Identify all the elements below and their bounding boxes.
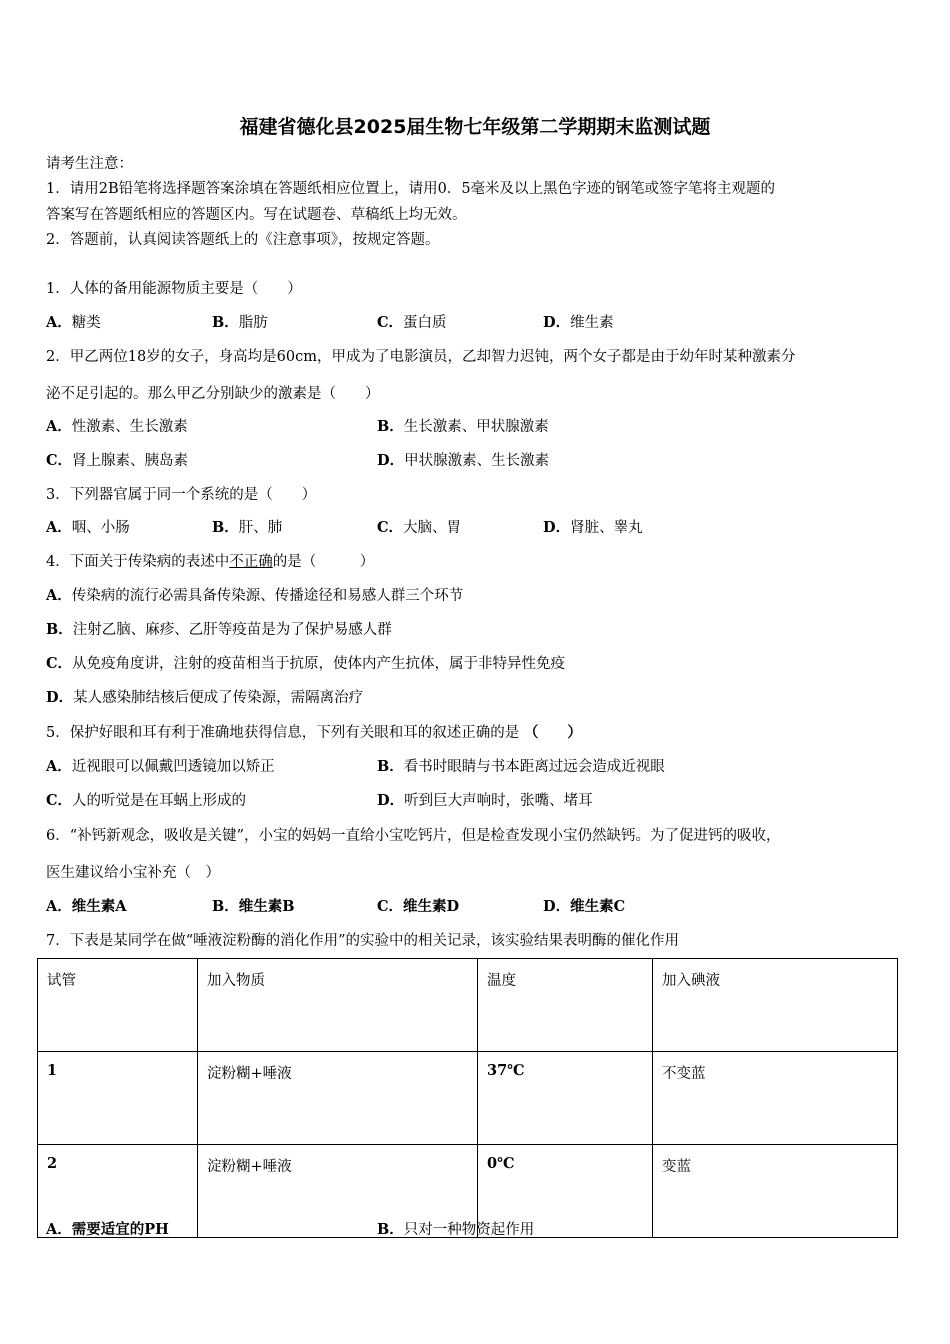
experiment-table — [37, 958, 898, 1238]
table-header-cell: 试管 — [38, 959, 198, 1052]
table-cell: 淀粉糊+唾液 — [198, 1145, 478, 1238]
q5-option-d[interactable]: D．听到巨大声响时，张嘴、堵耳 — [377, 792, 593, 809]
table-cell: 2 — [38, 1145, 198, 1238]
table-header-cell: 温度 — [478, 959, 653, 1052]
q5-option-b[interactable]: B．看书时眼睛与书本距离过远会造成近视眼 — [377, 758, 665, 775]
table-header-cell: 加入物质 — [198, 959, 478, 1052]
table-cell: 变蓝 — [653, 1145, 898, 1238]
q6-option-a[interactable]: A．维生素A — [46, 898, 127, 915]
question-6-stem-line-2: 医生建议给小宝补充（ ） — [46, 865, 220, 881]
table-header-row — [38, 959, 898, 1052]
q2-option-a[interactable]: A．性激素、生长激素 — [46, 418, 188, 435]
notice-line-2: 答案写在答题纸相应的答题区内。写在试题卷、草稿纸上均无效。 — [46, 207, 467, 223]
question-6-stem-line-1: 6．“补钙新观念，吸收是关键”，小宝的妈妈一直给小宝吃钙片，但是检查发现小宝仍然缺钙。为了促进钙的吸收， — [46, 828, 781, 844]
q3-option-a[interactable]: A．咽、小肠 — [46, 519, 130, 536]
q1-option-d[interactable]: D．维生素 — [543, 314, 614, 331]
table-cell: 37℃ — [478, 1052, 653, 1145]
question-5-stem: 5．保护好眼和耳有利于准确地获得信息，下列有关眼和耳的叙述正确的是 （ ） — [46, 724, 582, 741]
q3-option-c[interactable]: C．大脑、胃 — [377, 519, 462, 536]
table-row — [38, 1052, 898, 1145]
question-3-stem: 3．下列器官属于同一个系统的是（ ） — [46, 487, 317, 503]
q2-option-c[interactable]: C．肾上腺素、胰岛素 — [46, 452, 189, 469]
q2-option-b[interactable]: B．生长激素、甲状腺激素 — [377, 418, 549, 435]
table-cell: 0℃ — [478, 1145, 653, 1238]
emphasis-not-correct: 不正确 — [229, 554, 273, 570]
q6-option-d[interactable]: D．维生素C — [543, 898, 626, 915]
q4-option-c[interactable]: C．从免疫角度讲，注射的疫苗相当于抗原，使体内产生抗体，属于非特异性免疫 — [46, 655, 566, 672]
q5-option-c[interactable]: C．人的听觉是在耳蜗上形成的 — [46, 792, 247, 809]
table-header-cell: 加入碘液 — [653, 959, 898, 1052]
q1-option-b[interactable]: B．脂肪 — [212, 314, 268, 331]
question-2-stem-line-2: 泌不足引起的。那么甲乙分别缺少的激素是（ ） — [46, 386, 380, 402]
notice-line-3: 2．答题前，认真阅读答题纸上的《注意事项》，按规定答题。 — [46, 232, 440, 248]
q3-option-b[interactable]: B．肝、肺 — [212, 519, 283, 536]
question-4-stem: 4．下面关于传染病的表述中不正确的是（ ） — [46, 554, 375, 570]
q4-option-d[interactable]: D．某人感染肺结核后便成了传染源，需隔离治疗 — [46, 689, 364, 706]
q7-option-b[interactable]: B．只对一种物资起作用 — [377, 1221, 535, 1238]
q6-option-b[interactable]: B．维生素B — [212, 898, 295, 915]
table-cell: 1 — [38, 1052, 198, 1145]
notice-heading: 请考生注意： — [46, 156, 133, 172]
q6-option-c[interactable]: C．维生素D — [377, 898, 460, 915]
table-cell: 不变蓝 — [653, 1052, 898, 1145]
question-7-stem: 7．下表是某同学在做“唾液淀粉酶的消化作用”的实验中的相关记录，该实验结果表明酶的催化作用 — [46, 933, 680, 949]
q4-option-b[interactable]: B．注射乙脑、麻疹、乙肝等疫苗是为了保护易感人群 — [46, 621, 392, 638]
q5-option-a[interactable]: A．近视眼可以佩戴凹透镜加以矫正 — [46, 758, 275, 775]
q3-option-d[interactable]: D．肾脏、睾丸 — [543, 519, 643, 536]
notice-line-1: 1．请用2B铅笔将选择题答案涂填在答题纸相应位置上，请用0．5毫米及以上黑色字迹的钢笔或签字笔将主观题的 — [46, 181, 776, 197]
q1-option-c[interactable]: C．蛋白质 — [377, 314, 447, 331]
question-2-stem-line-1: 2．甲乙两位18岁的女子，身高均是60cm，甲成为了电影演员，乙却智力迟钝，两个女子都是由于幼年时某种激素分 — [46, 349, 796, 365]
question-1-stem: 1．人体的备用能源物质主要是（ ） — [46, 281, 302, 297]
q2-option-d[interactable]: D．甲状腺激素、生长激素 — [377, 452, 550, 469]
page-title: 福建省德化县2025届生物七年级第二学期期末监测试题 — [239, 116, 711, 138]
q7-option-a[interactable]: A．需要适宜的PH — [46, 1221, 169, 1238]
q4-option-a[interactable]: A．传染病的流行必需具备传染源、传播途径和易感人群三个环节 — [46, 587, 464, 604]
table-cell: 淀粉糊+唾液 — [198, 1052, 478, 1145]
q1-option-a[interactable]: A．糖类 — [46, 314, 101, 331]
